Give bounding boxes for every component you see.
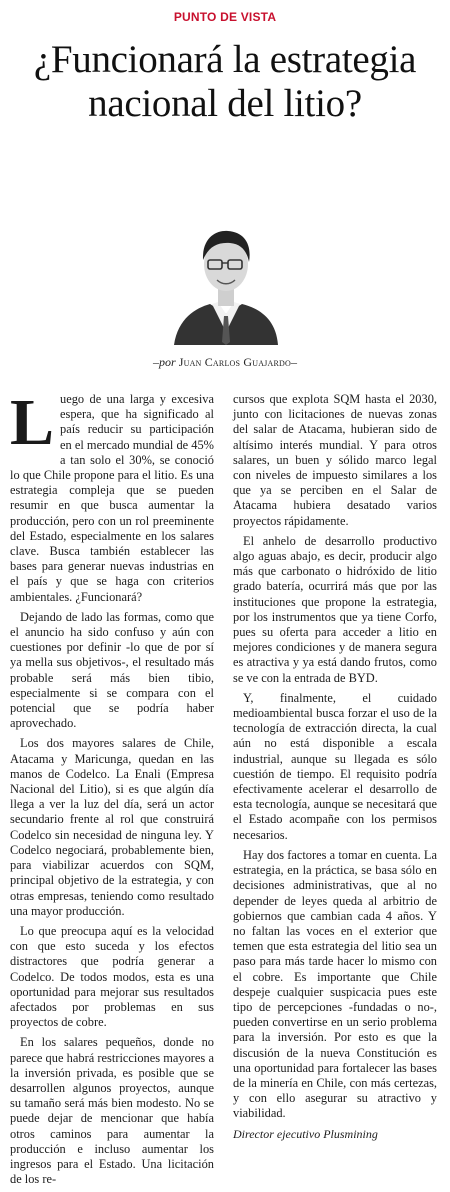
- paragraph-text: uego de una larga y excesiva espera, que ha significado al país reducir su participación en el mercado mundial de 45% a tan solo el 30%, se conoció lo que Chile propone para el litio. Es una estrategia compleja que se pueden resumir en que busca aumentar la producción, pero con un rol preeminente del Estado, especialmente en los salares clave. Busca también establecer las bases para generar nuevas industrias en el país y que se haga con criterios ambientales. ¿Funcionará?: [10, 392, 214, 604]
- paragraph: [10, 386, 214, 605]
- paragraph: Dejando de lado las formas, como que el anuncio ha sido confuso y aún con cuestiones por definir -lo que de por sí ya mella sus objetivos-, el resultado más probable será más bien tibio, especialmente si se compara con el potencial que se podría haber aprovechado.: [10, 609, 214, 731]
- paragraph: Hay dos factores a tomar en cuenta. La estrategia, en la práctica, se basa sólo en decisiones administrativas, que al no depender de leyes queda al arbitrio de gobiernos que cambian cada 4 años. Y no faltan las voces en el exterior que temen que esta estrategia del litio sea un paso para más tarde hacer lo mismo con el cobre. Es importante que Chile despeje cualquier suspicacia pues este tipo de percepciones -fundadas o no-, pueden convertirse en un serio problema para la inversión. Por esto es que la discusión de la nueva Constitución es una oportunidad para fortalecer las bases de la minería en Chile, con más certezas, y con ello asegurar su atractivo y viabilidad.: [233, 847, 437, 1121]
- headline: ¿Funcionará la estrategia nacional del litio?: [33, 38, 417, 125]
- paragraph: Los dos mayores salares de Chile, Atacama y Maricunga, quedan en las manos de Codelco. La Enali (Empresa Nacional del Litio), si es que algún día llega a ver la luz del día, será un actor secundario frente al rol que construirá Codelco sin necesidad de ninguna ley. Y Codelco negociará, probablemente bien, para viabilizar acuerdos con SQM, principal objetivo de la estrategia, y con otras empresas, teniendo como resultado una mayor producción.: [10, 736, 214, 918]
- paragraph: Y, finalmente, el cuidado medioambiental busca forzar el uso de la tecnología de extracción directa, la cual aún no está disponible a escala industrial, aunque su llegada es sólo cuestión de tiempo. El requisito podría efectivamente acelerar el desarrollo de esta tecnología, aunque se necesitará que el Estado acompañe con los permisos necesarios.: [233, 690, 437, 842]
- author-signature: Director ejecutivo Plusmining: [233, 1126, 378, 1141]
- drop-cap: L: [10, 386, 55, 459]
- byline-suffix: –: [290, 355, 297, 369]
- paragraph: En los salares pequeños, donde no parece que habrá restricciones mayores a la inversión privada, es posible que se desarrollen algunos proyectos, aunque su tamaño será más bien modesto. No se puede dejar de mencionar que había otros caminos para aumentar la producción e incluso aumentar los ingresos para el Estado. Una licitación de los re-: [10, 1035, 214, 1187]
- author-name: Juan Carlos Guajardo: [178, 355, 291, 369]
- paragraph: cursos que explota SQM hasta el 2030, junto con licitaciones de nuevas zonas del salar de Atacama, hubieran sido de altísimo interés mundial. Y para otros salares, un buen y sólido marco legal con niveles de impuesto similares a los que ya se perciben en el Salar de Atacama hubiera desatado varios proyectos rápidamente.: [233, 392, 437, 528]
- author-portrait: [170, 220, 282, 345]
- paragraph: El anhelo de desarrollo productivo algo aguas abajo, es decir, producir algo más que carbonato o hidróxido de litio grado batería, ocurrirá más que por las instituciones que propone la estrategia, por los instrumentos que ya tiene Corfo, pues su oferta para acceder a litio en mejores condiciones y de manera segura es atractiva y ya está dando frutos, como se ve con la entrada de BYD.: [233, 533, 437, 685]
- byline-prefix: –por: [153, 355, 176, 369]
- paragraph: Lo que preocupa aquí es la velocidad con que esto suceda y los efectos distractores que podría generar a Codelco. De todos modos, esta es una oportunidad para mejorar sus resultados afectados por problemas en sus proyectos de cobre.: [10, 923, 214, 1030]
- article-column-right: [233, 392, 437, 1147]
- byline: [0, 355, 450, 370]
- article-column-left: [10, 386, 214, 1192]
- section-label: PUNTO DE VISTA: [173, 10, 277, 24]
